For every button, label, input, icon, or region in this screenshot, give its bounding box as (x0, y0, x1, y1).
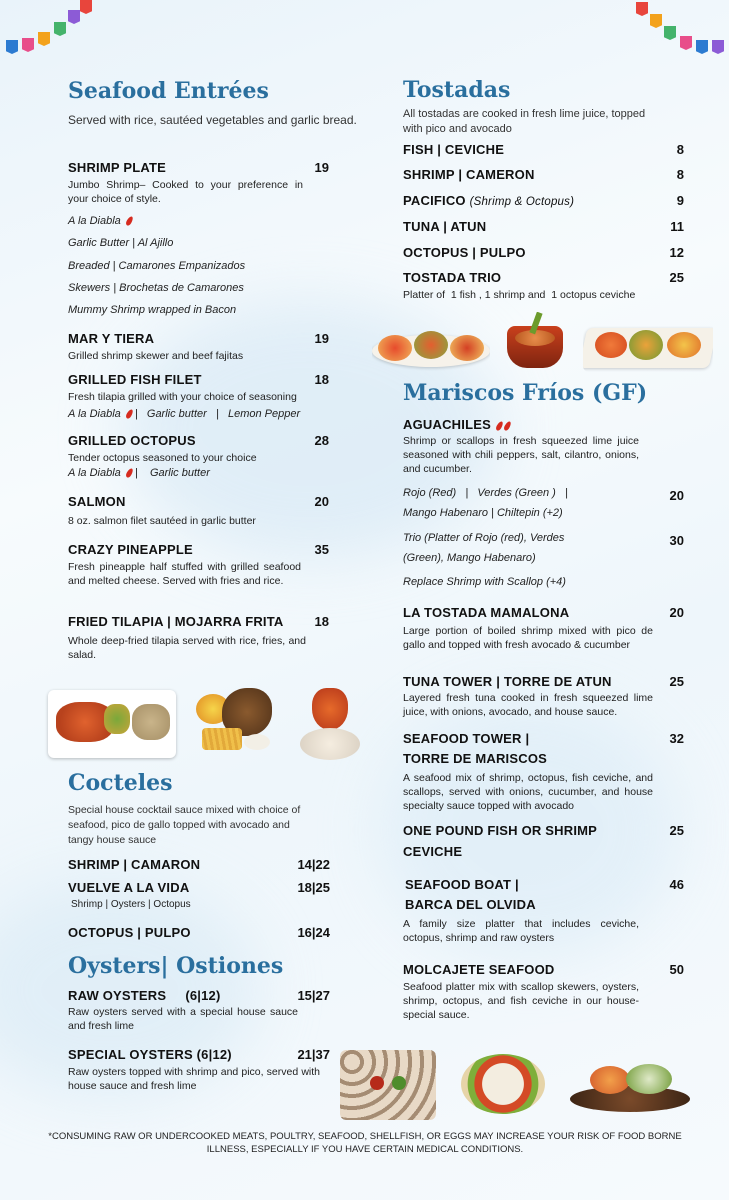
menu-option: Garlic Butter | Al Ajillo (68, 237, 174, 249)
menu-item-name: CRAZY PINEAPPLE (68, 542, 193, 557)
menu-item-price: 28 (314, 433, 329, 448)
menu-option: Mummy Shrimp wrapped in Bacon (68, 304, 237, 316)
menu-item-name: SALMON (68, 494, 126, 509)
food-photo-aguachile-bowl (505, 312, 565, 370)
menu-item-price: 20 (669, 605, 684, 620)
menu-item-name: FRIED TILAPIA | MOJARRA FRITA (68, 614, 284, 629)
menu-item-price: 16|24 (297, 925, 330, 940)
menu-item-name: SHRIMP PLATE (68, 160, 166, 175)
food-photo-seafood-tower (455, 1046, 551, 1122)
menu-item-name: OCTOPUS | PULPO (403, 245, 526, 260)
menu-item-price: 50 (669, 962, 684, 977)
menu-item-price: 15|27 (297, 988, 330, 1003)
menu-item-name: TORRE DE MARISCOS (403, 751, 548, 766)
menu-item-name: SEAFOOD BOAT | (405, 877, 519, 892)
cocteles-title: Cocteles (68, 770, 173, 796)
food-photo-fried-tilapia (192, 684, 278, 756)
menu-item-price: 18 (314, 614, 329, 629)
menu-item-price: 18 (314, 372, 329, 387)
menu-item-name: VUELVE A LA VIDA (68, 880, 190, 895)
menu-item-price: 18|25 (297, 880, 330, 895)
menu-item-description: Grilled shrimp skewer and beef fajitas (68, 350, 244, 362)
food-photo-shrimp-plate (48, 690, 176, 758)
menu-item-description: A family size platter that includes ceviche, octopus, shrimp and raw oysters (403, 918, 639, 944)
menu-item-name: SPECIAL OYSTERS (6|12) (68, 1047, 232, 1062)
menu-item-price: 19 (314, 160, 329, 175)
menu-item-name: PACIFICO (Shrimp & Octopus) (403, 193, 575, 208)
menu-item-name: RAW OYSTERS (6|12) (68, 988, 221, 1003)
tostadas-intro: All tostadas are cooked in fresh lime juice, topped with pico and avocado (403, 108, 646, 135)
menu-item-description: 8 oz. salmon filet sautéed in garlic butter (68, 515, 256, 527)
menu-item-price: 32 (669, 731, 684, 746)
menu-item-name: OCTOPUS | PULPO (68, 925, 191, 940)
health-disclaimer: *CONSUMING RAW OR UNDERCOOKED MEATS, POULTRY, SEAFOOD, SHELLFISH, OR EGGS MAY INCREASE YOUR RISK OF FOOD BORNE ILLNESS, ESPECIALLY IF YOU HAVE CERTAIN MEDICAL CONDITIONS. (48, 1131, 682, 1155)
menu-item-description: Fresh pineapple half stuffed with grilled seafood and melted cheese. Served with fries and rice. (68, 561, 301, 587)
menu-item-name: SEAFOOD TOWER | (403, 731, 530, 746)
menu-item-name: GRILLED OCTOPUS (68, 433, 196, 448)
menu-item-price: 30 (669, 533, 684, 548)
menu-item-name: SHRIMP | CAMARON (68, 857, 201, 872)
menu-item-description: Fresh tilapia grilled with your choice of seasoning (68, 391, 297, 403)
menu-item-price: 25 (669, 823, 684, 838)
chili-pepper-icon (125, 216, 134, 227)
menu-item-description: Platter of 1 fish , 1 shrimp and 1 octopus ceviche (403, 289, 636, 301)
menu-item-description: Large portion of boiled shrimp mixed with pico de gallo and topped with fresh avocado & cucumber (403, 625, 653, 651)
menu-item-description: A seafood mix of shrimp, octopus, fish ceviche, and scallops, served with onions, cucumber, and house specialty sauce topped with avocado (403, 772, 653, 812)
oysters-title: Oysters| Ostiones (68, 953, 284, 979)
cocteles-intro: Special house cocktail sauce mixed with choice of seafood, pico de gallo topped with avocado and tangy house sauce (68, 804, 301, 846)
menu-item-price: 19 (314, 331, 329, 346)
menu-item-name: LA TOSTADA MAMALONA (403, 605, 570, 620)
menu-item-description: Shrimp | Oysters | Octopus (71, 899, 191, 910)
food-photo-tostadas (372, 325, 490, 371)
food-photo-molcajete (566, 1060, 694, 1116)
menu-item-name: BARCA DEL OLVIDA (405, 897, 536, 912)
menu-item-name: TOSTADA TRIO (403, 270, 502, 285)
menu-item-price: 46 (669, 877, 684, 892)
menu-item-price: 11 (670, 219, 684, 234)
food-photo-shrimp-platter (583, 322, 713, 372)
seafood-entrees-intro: Served with rice, sautéed vegetables and garlic bread. (68, 113, 357, 127)
menu-option: Skewers | Brochetas de Camarones (68, 282, 244, 294)
chili-pepper-icon (125, 468, 134, 479)
menu-item-name: TUNA TOWER | TORRE DE ATUN (403, 674, 612, 689)
menu-option: A la Diabla | Garlic butter (68, 467, 210, 479)
menu-item-price: 12 (669, 245, 684, 260)
menu-option: Replace Shrimp with Scallop (+4) (403, 576, 566, 588)
menu-option: (Green), Mango Habenaro) (403, 552, 536, 564)
menu-item-name: SHRIMP | CAMERON (403, 167, 535, 182)
menu-item-name: TUNA | ATUN (403, 219, 487, 234)
menu-option: Mango Habenaro | Chiltepin (+2) (403, 507, 563, 519)
chili-pepper-icon (125, 409, 134, 420)
menu-option: A la Diabla (68, 215, 132, 227)
menu-option: Breaded | Camarones Empanizados (68, 260, 246, 272)
menu-option: Rojo (Red) | Verdes (Green ) | (403, 487, 568, 499)
menu-item-price: 20 (669, 488, 684, 503)
menu-item-price: 14|22 (297, 857, 330, 872)
menu-item-price: 25 (669, 270, 684, 285)
menu-item-price: 20 (314, 494, 329, 509)
menu-item-price: 25 (669, 674, 684, 689)
menu-item-name: MOLCAJETE SEAFOOD (403, 962, 555, 977)
tostadas-title: Tostadas (403, 77, 511, 103)
menu-item-description: Layered fresh tuna cooked in fresh squeezed lime juice, with onions, avocado, and house sauce. (403, 692, 653, 718)
menu-item-description: Seafood platter mix with scallop skewers, oysters, shrimp, octopus, and fish ceviche in our house-special sauce. (403, 981, 639, 1021)
menu-item-description: Tender octopus seasoned to your choice (68, 452, 257, 464)
menu-item-description: Shrimp or scallops in fresh squeezed lime juice seasoned with chili peppers, salt, cilantro, onions, and cucumber. (403, 435, 639, 475)
seafood-entrees-title: Seafood Entrées (68, 78, 269, 104)
menu-item-price: 21|37 (297, 1047, 330, 1062)
mariscos-frios-title: Mariscos Fríos (GF) (403, 380, 648, 406)
menu-item-name: MAR Y TIERA (68, 331, 155, 346)
menu-item-name: CEVICHE (403, 844, 463, 859)
menu-item-name: AGUACHILES (403, 417, 510, 432)
menu-item-description: Jumbo Shrimp– Cooked to your preference in your choice of style. (68, 179, 303, 205)
menu-item-price: 8 (676, 167, 684, 182)
menu-item-name: GRILLED FISH FILET (68, 372, 202, 387)
menu-item-price: 35 (314, 542, 329, 557)
food-photo-oysters (340, 1050, 436, 1120)
menu-option: A la Diabla | Garlic butter | Lemon Pepper (68, 408, 301, 420)
menu-item-description: Raw oysters served with a special house sauce and fresh lime (68, 1006, 298, 1032)
menu-item-name: FISH | CEVICHE (403, 142, 505, 157)
menu-item-price: 8 (676, 142, 684, 157)
menu-item-price: 9 (676, 193, 684, 208)
chili-pepper-icon (503, 420, 512, 431)
food-photo-coctel (298, 684, 362, 764)
menu-item-description: Whole deep-fried tilapia served with rice, fries, and salad. (68, 635, 306, 661)
menu-option: Trio (Platter of Rojo (red), Verdes (403, 532, 565, 544)
menu-item-description: Raw oysters topped with shrimp and pico, served with house sauce and fresh lime (68, 1066, 320, 1092)
chili-pepper-icon (495, 420, 504, 431)
menu-item-name: ONE POUND FISH OR SHRIMP (403, 823, 598, 838)
